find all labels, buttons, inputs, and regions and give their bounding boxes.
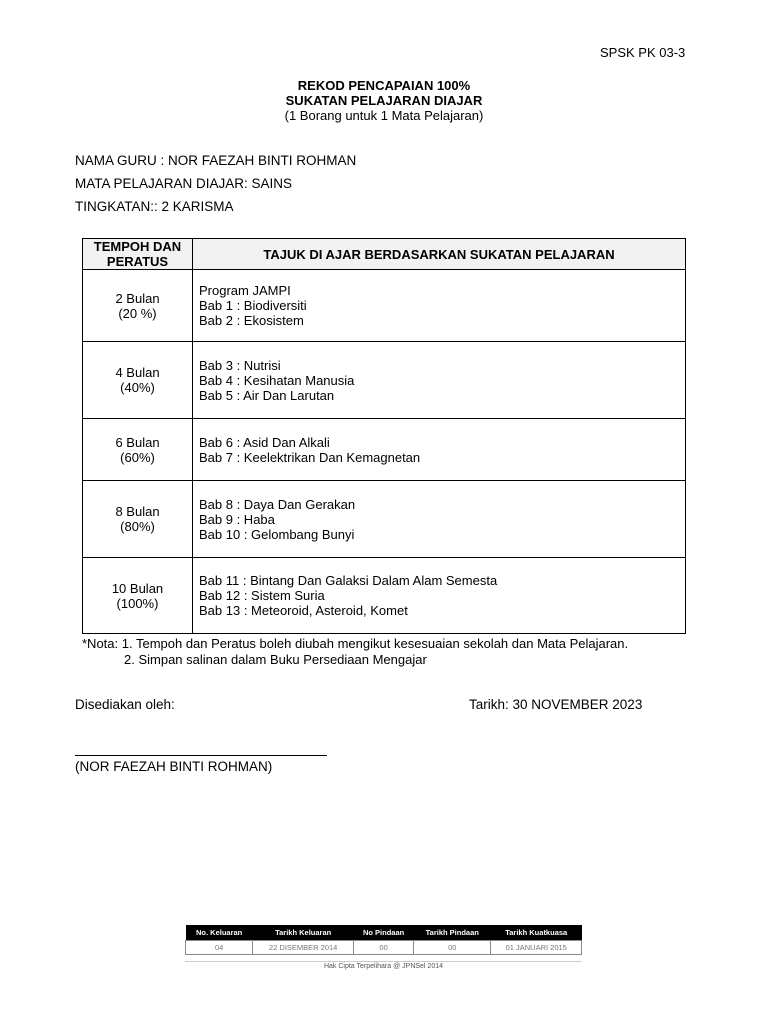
date-label: Tarikh: 30 NOVEMBER 2023 <box>469 697 643 712</box>
topic-item: Bab 4 : Kesihatan Manusia <box>199 372 355 388</box>
topic-item: Bab 8 : Daya Dan Gerakan <box>199 496 356 512</box>
revision-value: 00 <box>414 941 491 955</box>
topic-item: Bab 7 : Keelektrikan Dan Kemagnetan <box>199 449 421 465</box>
topic-item: Bab 11 : Bintang Dan Galaksi Dalam Alam Semesta <box>199 573 498 588</box>
revision-header: Tarikh Kuatkuasa <box>491 925 582 941</box>
topics-cell <box>193 558 686 634</box>
table-row <box>83 558 686 634</box>
notes <box>82 636 628 667</box>
table-row <box>83 270 686 342</box>
note-line-2: 2. Simpan salinan dalam Buku Persediaan Mengajar <box>124 651 427 667</box>
revision-value-row <box>186 941 582 955</box>
document-code: SPSK PK 03-3 <box>600 45 686 60</box>
period-months: 8 Bulan <box>115 504 160 519</box>
topic-item: Bab 2 : Ekosistem <box>199 313 304 328</box>
title-line-1: REKOD PENCAPAIAN 100% <box>297 78 471 93</box>
topic-item: Bab 3 : Nutrisi <box>199 357 281 373</box>
revision-table <box>185 925 582 955</box>
period-cell <box>83 558 193 634</box>
topic-item: Bab 12 : Sistem Suria <box>199 588 325 603</box>
revision-value: 00 <box>354 941 414 955</box>
title-line-2: SUKATAN PELAJARAN DIAJAR <box>285 93 483 108</box>
revision-header: No Pindaan <box>354 925 414 941</box>
topic-item: Bab 10 : Gelombang Bunyi <box>199 526 355 542</box>
topic-item: Bab 6 : Asid Dan Alkali <box>199 434 330 450</box>
period-cell <box>83 481 193 558</box>
period-months: 10 Bulan <box>111 580 164 596</box>
class-level: TINGKATAN:: 2 KARISMA <box>75 199 234 214</box>
period-percent: (100%) <box>116 595 159 611</box>
topic-item: Bab 9 : Haba <box>199 511 275 527</box>
subject-name: MATA PELAJARAN DIAJAR: SAINS <box>75 176 293 191</box>
topics-cell <box>193 481 686 558</box>
revision-header: Tarikh Keluaran <box>253 925 354 941</box>
revision-value: 22 DISEMBER 2014 <box>253 941 354 955</box>
revision-header: No. Keluaran <box>186 925 253 941</box>
title-line-3: (1 Borang untuk 1 Mata Pelajaran) <box>284 108 484 123</box>
revision-header: Tarikh Pindaan <box>414 925 491 941</box>
prepared-by-label: Disediakan oleh: <box>75 697 175 712</box>
topic-item: Bab 1 : Biodiversiti <box>199 298 307 313</box>
period-cell <box>83 419 193 481</box>
period-percent: (80%) <box>120 519 155 534</box>
table-row <box>83 419 686 481</box>
table-row <box>83 481 686 558</box>
revision-value: 04 <box>186 941 253 955</box>
period-percent: (20 %) <box>118 305 157 321</box>
signature-name: (NOR FAEZAH BINTI ROHMAN) <box>75 759 273 774</box>
header-period: TEMPOH DAN PERATUS <box>83 239 193 270</box>
revision-value: 01 JANUARI 2015 <box>491 941 582 955</box>
period-cell <box>83 270 193 342</box>
teacher-name: NAMA GURU : NOR FAEZAH BINTI ROHMAN <box>75 153 357 168</box>
revision-header-row <box>186 925 582 941</box>
topic-item: Program JAMPI <box>199 283 291 298</box>
topics-cell <box>193 270 686 342</box>
copyright-text: Hak Cipta Terpelihara @ JPNSel 2014 <box>185 961 582 970</box>
topics-cell <box>193 419 686 481</box>
signature-line <box>75 755 327 756</box>
period-cell <box>83 342 193 419</box>
period-months: 6 Bulan <box>115 434 160 450</box>
table-header-row <box>83 239 686 270</box>
topics-cell <box>193 342 686 419</box>
period-months: 4 Bulan <box>115 365 160 380</box>
period-months: 2 Bulan <box>115 290 160 306</box>
period-percent: (40%) <box>120 380 155 395</box>
topic-item: Bab 5 : Air Dan Larutan <box>199 387 335 403</box>
topic-item: Bab 13 : Meteoroid, Asteroid, Komet <box>199 603 408 618</box>
note-line-1: *Nota: 1. Tempoh dan Peratus boleh diubah mengikut kesesuaian sekolah dan Mata Pelajaran. <box>82 636 629 651</box>
table-row <box>83 342 686 419</box>
period-percent: (60%) <box>120 449 155 465</box>
syllabus-table <box>82 238 686 634</box>
header-topics: TAJUK DI AJAR BERDASARKAN SUKATAN PELAJARAN <box>193 239 686 270</box>
